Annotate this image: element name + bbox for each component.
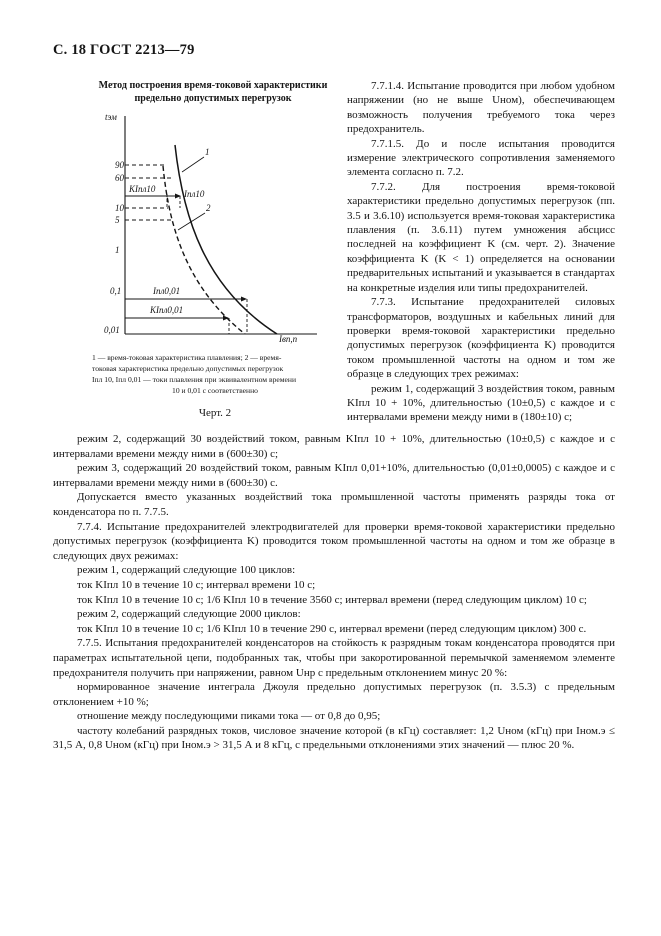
para-7-7-4-cycle-a: ток KIпл 10 в течение 10 с; интервал времени 10 с; [77, 578, 316, 591]
figure-caption: Черт. 2 [198, 407, 232, 419]
curve-2-leader [178, 213, 205, 230]
y-tick-10: 10 [115, 203, 124, 213]
para-7-7-4-cycle-b: ток KIпл 10 в течение 10 с; 1/6 KIпл 10 в течение 3560 с; интервал времени (перед следующим циклом) 10 с; [77, 593, 587, 606]
curve-1-melting [175, 145, 277, 334]
curve-1-label: 1 [205, 147, 210, 157]
curve-2-label: 2 [206, 203, 211, 213]
para-7-7-4-mode-2: режим 2, содержащий следующие 2000 циклов: [77, 608, 301, 621]
para-mode-3: режим 3, содержащий 20 воздействий током, равным KIпл 0,01+10%, длительностью (0,01±0,0005) с каждое и с интервалами времени между ними в (600±30) с. [53, 462, 615, 489]
main-text [53, 432, 615, 753]
para-allowed: Допускается вместо указанных воздействий тока промышленной частоты применять разряды тока от конденсатора по п. 7.7.5. [53, 491, 615, 518]
figure-title-line1: Метод построения время-токовой характеристики [98, 80, 328, 91]
para-7-7-3: 7.7.3. Испытание предохранителей силовых трансформаторов, воздушных и кабельных линий для проверки время-токовой характеристики предельно допустимых перегрузок (коэффициента K) проводится током промышленной частоты на одном и том же образце в следующих трех режимах: [347, 296, 615, 381]
x-axis-label: Iвп,п [279, 334, 298, 344]
legend-line2: токовая характеристика предельно допустимых перегрузок [92, 364, 284, 373]
para-7-7-1-4: 7.7.1.4. Испытание проводится при любом удобном напряжении (но не выше Uном), обеспечивающем возможность получения требуемого тока через предохранитель. [347, 80, 615, 136]
legend-line4: 10 и 0,01 с соответственно [172, 386, 258, 395]
ipl10-label: Iпл10 [184, 189, 205, 199]
ki001-label: KIпл0,01 [150, 305, 184, 315]
y-tick-0-01: 0,01 [104, 325, 120, 335]
curve-1-leader [182, 157, 204, 172]
para-7-7-4-cycle-c: ток KIпл 10 в течение 10 с; 1/6 KIпл 10 в течение 290 с, интервал времени (перед следующим циклом) 300 с. [77, 622, 587, 635]
para-joule: нормированное значение интеграла Джоуля предельно допустимых перегрузок (п. 3.5.3) с предельным отклонением +10 %; [53, 681, 615, 708]
arrow-ipl001-head [241, 297, 247, 302]
page-header: С. 18 ГОСТ 2213—79 [53, 42, 195, 58]
legend-line1: 1 — время-токовая характеристика плавления; 2 — время- [92, 353, 282, 362]
para-7-7-4-mode-1: режим 1, содержащий следующие 100 циклов: [77, 564, 296, 577]
figure-legend [92, 352, 338, 396]
figure-title-line2: предельно допустимых перегрузок [134, 93, 292, 104]
para-7-7-2: 7.7.2. Для построения время-токовой характеристики предельно допустимых перегрузок (пп. 3.5 и 3.6.10) используется время-токовая характеристика плавления (п. 3.6.11) путем умножения абсцисс последней на коэффициент K (см. черт. 2). Значение коэффициента K (K < 1) определяется на основании предварительных испытаний и указывается в стандартах на конкретные изделия или типы предохранителей. [347, 180, 615, 294]
y-tick-90: 90 [115, 160, 124, 170]
figure-title [78, 79, 348, 105]
y-tick-0-1: 0,1 [110, 286, 122, 296]
para-7-7-5: 7.7.5. Испытания предохранителей конденсаторов на стойкость к разрядным токам конденсатора проводятся при параметрах испытательной цепи, подобранных так, чтобы при закоротированной перемычкой заменяемом элементе предохранителя получить при напряжении, равном Uнр с предельным отклонением минус 20 %: [53, 637, 615, 679]
para-7-7-1-5: 7.7.1.5. До и после испытания проводится измерение электрического сопротивления заменяемого элемента согласно п. 7.2. [347, 137, 615, 179]
legend-line3: Iпл 10, Iпл 0,01 — токи плавления при эквивалентном времени [92, 375, 297, 384]
y-tick-1: 1 [115, 245, 120, 255]
ki10-label: KIпл10 [129, 184, 156, 194]
para-peaks: отношение между последующими пиками тока — от 0,8 до 0,95; [77, 710, 381, 723]
para-7-7-4: 7.7.4. Испытание предохранителей электродвигателей для проверки время-токовой характеристики предельно допустимых перегрузок (коэффициента K) проводится током промышленной частоты на одном и том же образце в следующих двух режимах: [53, 520, 615, 562]
para-mode-1: режим 1, содержащий 3 воздействия током, равным KIпл 10 + 10%, длительностью (10±0,5) с каждое и с интервалами времени между ними в (180±10) с; [347, 382, 615, 424]
time-current-chart [95, 108, 335, 348]
y-tick-60: 60 [115, 173, 124, 183]
para-frequency: частоту колебаний разрядных токов, числовое значение которой (в кГц) составляет: 1,2 Uном (кГц) при Iном.э ≤ 31,5 А, 0,8 Uном (кГц) при Iном.э > 31,5 А и 8 кГц, с предельными отклонениями этих значений — плюс 20 %. [53, 724, 615, 752]
y-tick-5: 5 [115, 215, 120, 225]
para-mode-2: режим 2, содержащий 30 воздействий током, равным KIпл 10 + 10%, длительностью (10±0,5) с каждое и с интервалами времени между ними в (600±30) с; [53, 433, 615, 460]
y-axis-label: tэм [105, 112, 117, 122]
ipl001-label: Iпл0,01 [153, 286, 181, 296]
right-column-text [347, 79, 615, 425]
